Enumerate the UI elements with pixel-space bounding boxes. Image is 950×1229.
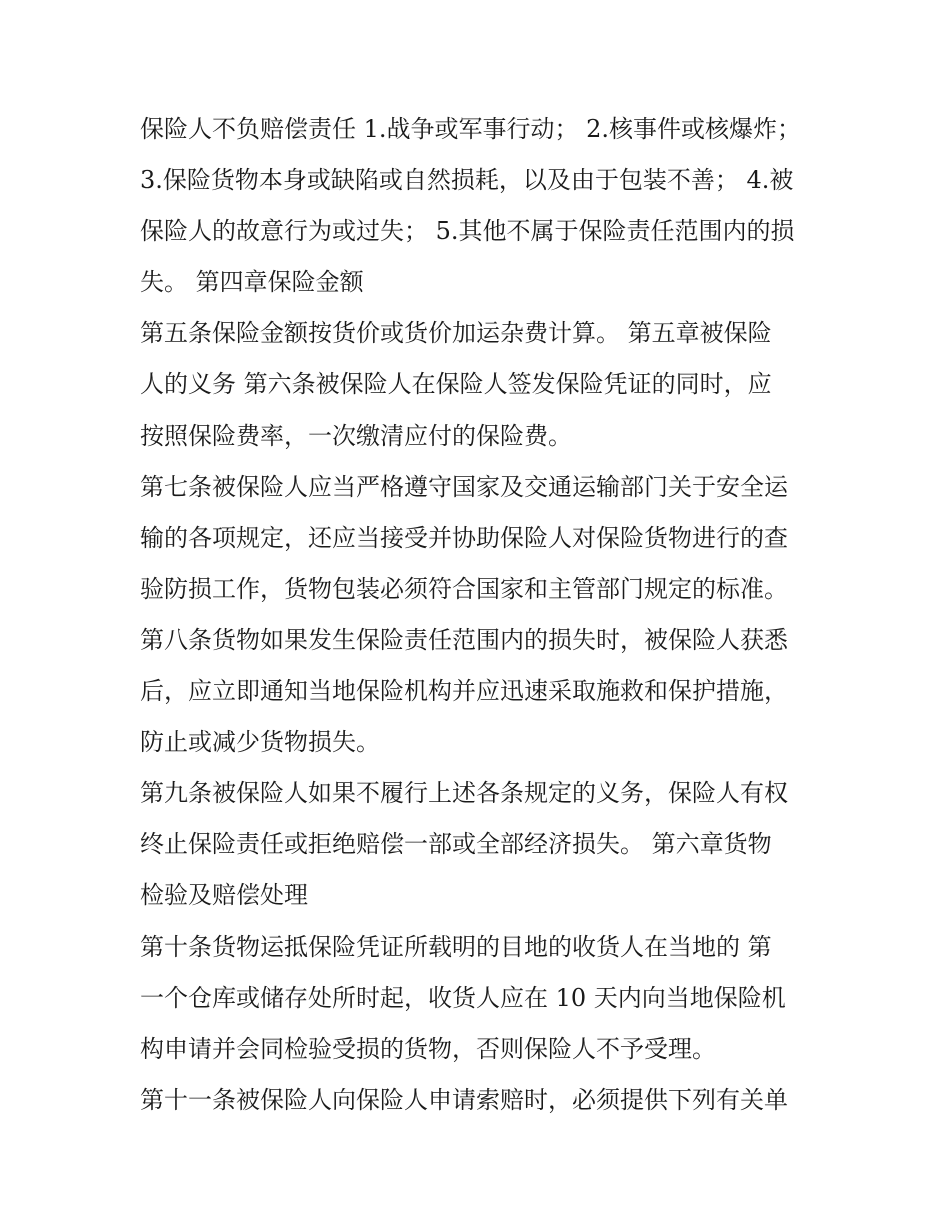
text-line: 构申请并会同检验受损的货物，否则保险人不予受理。 bbox=[140, 1034, 716, 1063]
text-line: 保险人不负赔偿责任 1.战争或军事行动； 2.核事件或核爆炸； bbox=[140, 115, 802, 143]
text-line: 后，应立即通知当地保险机构并应迅速采取施救和保护措施， bbox=[140, 677, 788, 706]
text-line: 终止保险责任或拒绝赔偿一部或全部经济损失。 第六章货物 bbox=[140, 830, 772, 859]
text-line: 3.保险货物本身或缺陷或自然损耗，以及由于包装不善； 4.被 bbox=[140, 166, 794, 195]
text-line: 一个仓库或储存处所时起，收货人应在 10 天内向当地保险机 bbox=[140, 983, 786, 1012]
text-line: 第八条货物如果发生保险责任范围内的损失时，被保险人获悉 bbox=[140, 625, 788, 654]
text-line: 第五条保险金额按货价或货价加运杂费计算。 第五章被保险 bbox=[140, 319, 772, 348]
text-line: 第七条被保险人应当严格遵守国家及交通运输部门关于安全运 bbox=[140, 472, 788, 501]
document-body bbox=[140, 104, 818, 1126]
text-line: 保险人的故意行为或过失； 5.其他不属于保险责任范围内的损 bbox=[140, 217, 795, 246]
text-line: 验防损工作，货物包装必须符合国家和主管部门规定的标准。 bbox=[140, 574, 788, 603]
text-line: 防止或减少货物损失。 bbox=[140, 728, 380, 757]
text-line: 失。 第四章保险金额 bbox=[140, 268, 364, 297]
text-line: 检验及赔偿处理 bbox=[140, 881, 308, 910]
text-line: 人的义务 第六条被保险人在保险人签发保险凭证的同时，应 bbox=[140, 370, 772, 399]
text-line: 第九条被保险人如果不履行上述各条规定的义务，保险人有权 bbox=[140, 779, 788, 808]
text-line: 输的各项规定，还应当接受并协助保险人对保险货物进行的查 bbox=[140, 523, 788, 552]
text-line: 第十一条被保险人向保险人申请索赔时，必须提供下列有关单 bbox=[140, 1085, 788, 1114]
text-line: 第十条货物运抵保险凭证所载明的目地的收货人在当地的 第 bbox=[140, 932, 772, 961]
text-line: 按照保险费率，一次缴清应付的保险费。 bbox=[140, 421, 572, 450]
